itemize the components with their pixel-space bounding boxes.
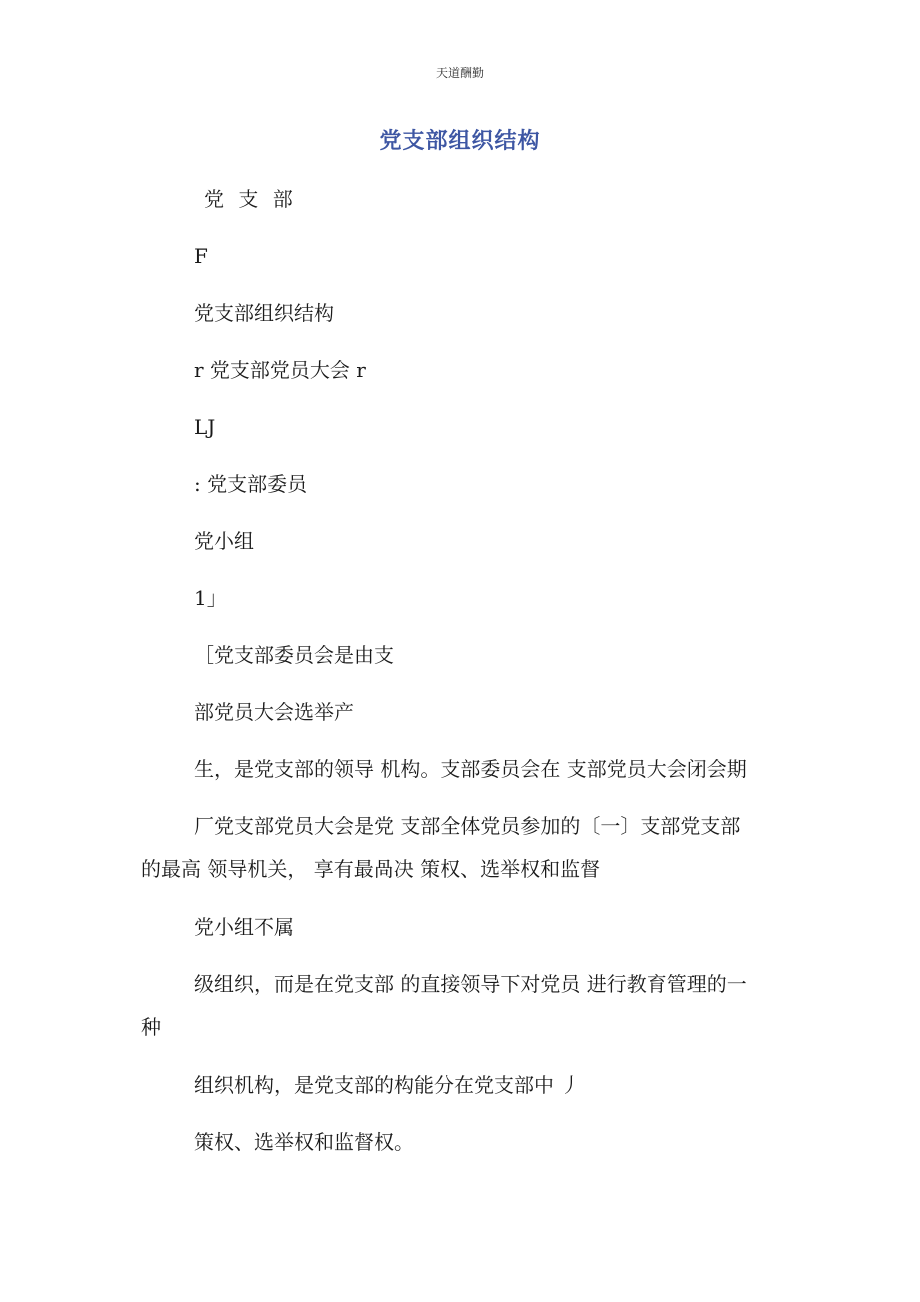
text-line-6: : 党支部委员	[194, 472, 308, 496]
paragraph-line: 的最高 领导机关， 享有最咼决 策权、选举权和监督	[141, 857, 601, 881]
text-line-8: 1」	[194, 586, 227, 610]
text-line-7: 党小组	[194, 529, 254, 553]
paragraph-line: 种	[141, 1015, 161, 1039]
paragraph-line: 厂党支部党员大会是党 支部全体党员参加的〔一〕支部党支部	[194, 814, 741, 838]
document-title: 党支部组织结构	[379, 129, 541, 154]
text-line-13: 党小组不属	[194, 915, 294, 939]
text-line-5: LJ	[194, 415, 216, 439]
text-line-16: 策权、选举权和监督权。	[194, 1130, 414, 1154]
paragraph-line: 级组织，而是在党支部 的直接领导下对党员 进行教育管理的一	[194, 972, 747, 996]
paragraph-party-group	[141, 970, 781, 1041]
paragraph-party-congress	[141, 812, 781, 883]
text-line-2: F	[194, 244, 208, 268]
text-line-10: 部党员大会选举产	[194, 700, 354, 724]
text-line-1: 党 支 部	[204, 187, 297, 211]
text-line-4: r 党支部党员大会 r	[194, 358, 366, 382]
text-line-9: ［党支部委员会是由支	[194, 643, 394, 667]
text-line-3: 党支部组织结构	[194, 301, 334, 325]
text-line-15: 组织机构，是党支部的构能分在党支部中 丿	[194, 1073, 581, 1097]
text-line-11: 生，是党支部的领导 机构。支部委员会在 支部党员大会闭会期	[194, 757, 747, 781]
page-header: 天道酬勤	[435, 66, 484, 80]
